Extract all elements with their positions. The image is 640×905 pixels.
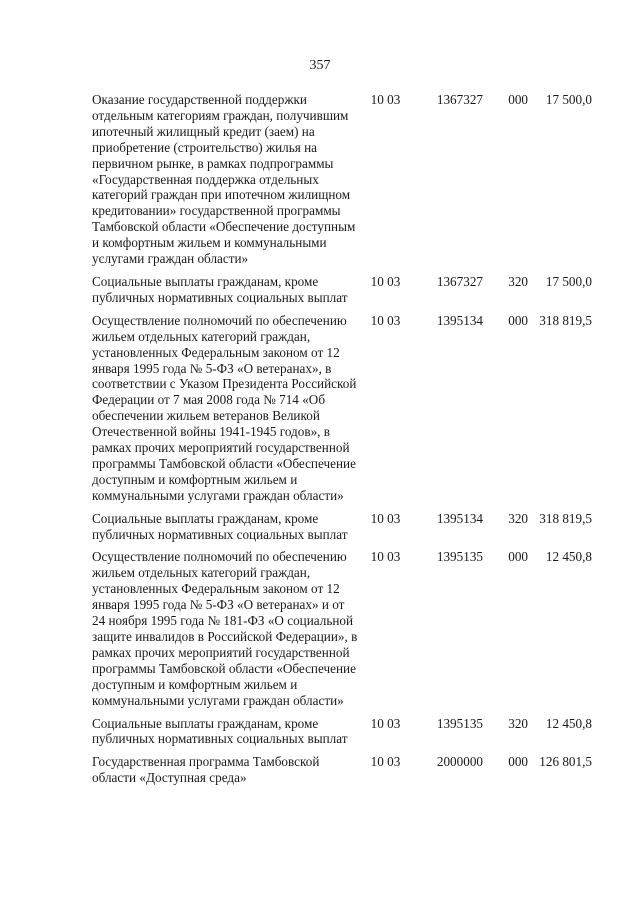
table-row — [92, 313, 592, 504]
row-amount: 12 450,8 — [545, 715, 592, 731]
row-amount: 318 819,5 — [539, 510, 592, 526]
row-target-article-code: 1395135 — [436, 715, 483, 731]
row-expense-type-code: 320 — [508, 715, 528, 731]
row-expense-type-code: 320 — [508, 510, 528, 526]
table-row — [92, 511, 592, 543]
row-section-code: 10 03 — [370, 312, 401, 328]
page-number: 357 — [309, 58, 331, 73]
row-amount: 318 819,5 — [539, 312, 592, 328]
row-name: Социальные выплаты гражданам, кроме публичных нормативных социальных выплат — [92, 715, 348, 747]
row-target-article-code: 2000000 — [436, 754, 483, 770]
row-name: Оказание государственной поддержки отдельным категориям граждан, получившим ипотечный жилищный кредит (заем) на приобретение (строительство) жилья на первичном рынке, в рамках подпрограммы «Государственная поддержка отдельных категорий граждан при ипотечном жилищном кредитовании» государственной программы Тамбовской области «Обеспечение доступным и комфортным жильем и коммунальными услугами граждан области» — [92, 92, 356, 267]
table-row — [92, 549, 592, 708]
table-row — [92, 274, 592, 306]
row-name: Осуществление полномочий по обеспечению жильем отдельных категорий граждан, установленных Федеральным законом от 12 января 1995 года № 5-ФЗ «О ветеранах» и от 24 ноября 1995 года № 181-ФЗ «О социальной защите инвалидов в Российской Федерации», в рамках прочих мероприятий государственной программы Тамбовской области «Обеспечение доступным и комфортным жильем и коммунальными услугами граждан области» — [92, 549, 358, 708]
row-expense-type-code: 000 — [508, 754, 528, 770]
row-section-code: 10 03 — [370, 549, 401, 565]
row-amount: 126 801,5 — [539, 754, 592, 770]
row-section-code: 10 03 — [370, 715, 401, 731]
row-name: Осуществление полномочий по обеспечению жильем отдельных категорий граждан, установленных Федеральным законом от 12 января 1995 года № 5-ФЗ «О ветеранах», в соответствии с Указом Президента Российской Федерации от 7 мая 2008 года № 714 «Об обеспечении жильем ветеранов Великой Отечественной войны 1941-1945 годов», в рамках прочих мероприятий государственной программы Тамбовской области «Обеспечение доступным и комфортным жильем и коммунальными услугами граждан области» — [92, 312, 357, 503]
row-section-code: 10 03 — [370, 273, 401, 289]
table-row — [92, 716, 592, 748]
row-expense-type-code: 000 — [508, 549, 528, 565]
row-target-article-code: 1367327 — [436, 273, 483, 289]
row-section-code: 10 03 — [370, 754, 401, 770]
row-expense-type-code: 000 — [508, 312, 528, 328]
row-amount: 12 450,8 — [545, 549, 592, 565]
row-section-code: 10 03 — [370, 92, 401, 107]
row-expense-type-code: 320 — [508, 273, 528, 289]
row-name: Государственная программа Тамбовской области «Доступная среда» — [92, 754, 320, 786]
row-target-article-code: 1367327 — [436, 92, 483, 107]
budget-table — [92, 92, 592, 793]
table-row — [92, 754, 592, 786]
row-name: Социальные выплаты гражданам, кроме публичных нормативных социальных выплат — [92, 273, 348, 305]
row-amount: 17 500,0 — [545, 273, 592, 289]
row-name: Социальные выплаты гражданам, кроме публичных нормативных социальных выплат — [92, 510, 348, 542]
row-amount: 17 500,0 — [545, 92, 592, 107]
table-row — [92, 92, 592, 267]
row-target-article-code: 1395134 — [436, 312, 483, 328]
row-expense-type-code: 000 — [508, 92, 528, 107]
row-section-code: 10 03 — [370, 510, 401, 526]
row-target-article-code: 1395135 — [436, 549, 483, 565]
row-target-article-code: 1395134 — [436, 510, 483, 526]
